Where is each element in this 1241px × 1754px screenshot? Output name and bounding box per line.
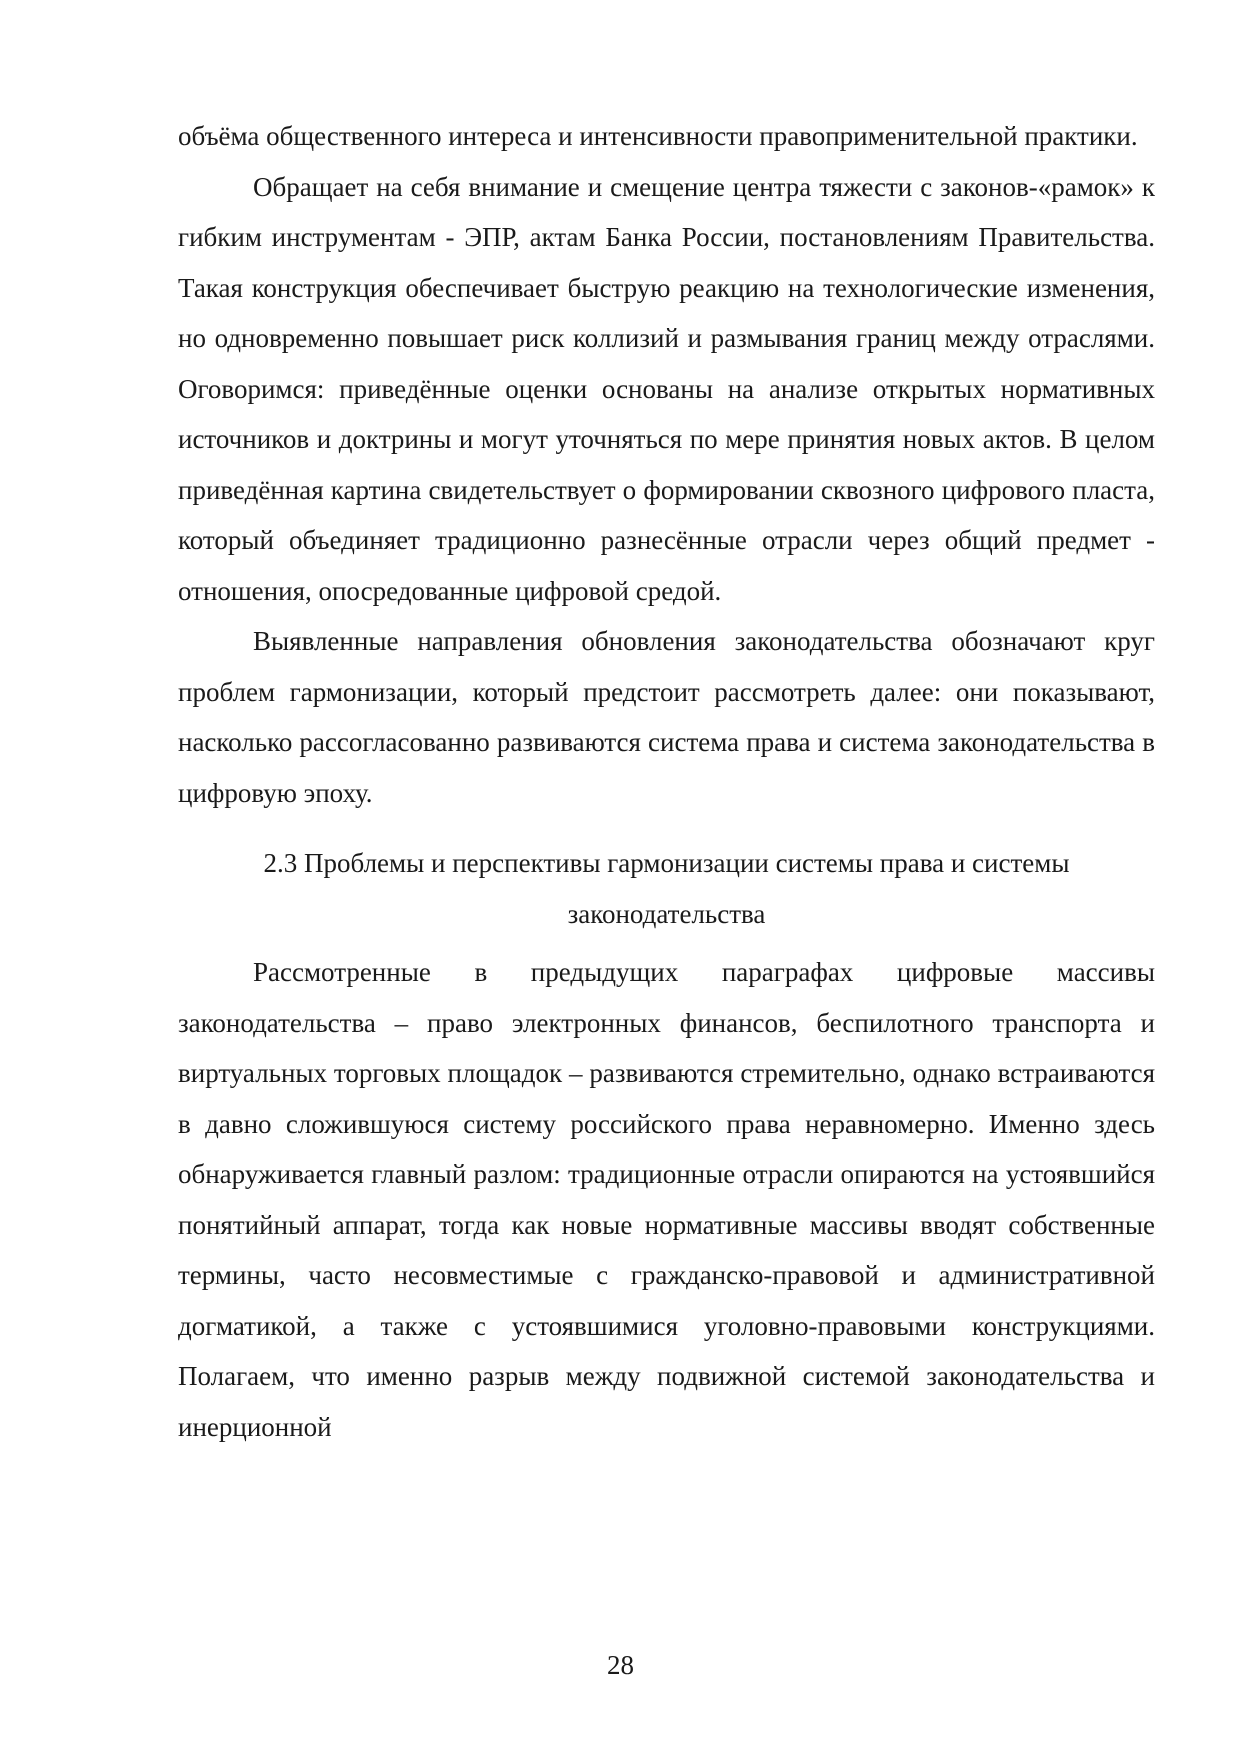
document-page — [178, 111, 1155, 1452]
page-number: 28 — [607, 1650, 634, 1680]
paragraph-digital-arrays: Рассмотренные в предыдущих параграфах цифровые массивы законодательства – право электронных финансов, беспилотного транспорта и виртуальных торговых площадок – развиваются стремительно, однако встраиваются в давно сложившуюся систему российского права неравномерно. Именно здесь обнаруживается главный разлом: традиционные отрасли опираются на устоявшийся понятийный аппарат, тогда как новые нормативные массивы вводят собственные термины, часто несовместимые с гражданско-правовой и административной догматикой, а также с устоявшимися уголовно-правовыми конструкциями. Полагаем, что именно разрыв между подвижной системой законодательства и инерционной — [178, 957, 1155, 1442]
paragraph-harmonization-problems: Выявленные направления обновления законодательства обозначают круг проблем гармонизации, который предстоит рассмотреть далее: они показывают, насколько рассогласованно развиваются система права и система законодательства в цифровую эпоху. — [178, 626, 1155, 808]
section-heading: 2.3 Проблемы и перспективы гармонизации системы права и системы законодательства — [263, 848, 1070, 929]
paragraph-shift-to-flexible-instruments: Обращает на себя внимание и смещение центра тяжести с законов-«рамок» к гибким инструментам - ЭПР, актам Банка России, постановлениям Правительства. Такая конструкция обеспечивает быструю реакцию на технологические изменения, но одновременно повышает риск коллизий и размывания границ между отраслями. Оговоримся: приведённые оценки основаны на анализе открытых нормативных источников и доктрины и могут уточняться по мере принятия новых актов. В целом приведённая картина свидетельствует о формировании сквозного цифрового пласта, который объединяет традиционно разнесённые отрасли через общий предмет - отношения, опосредованные цифровой средой. — [178, 171, 1155, 606]
paragraph-continuation: объёма общественного интереса и интенсивности правоприменительной практики. — [178, 121, 1138, 151]
